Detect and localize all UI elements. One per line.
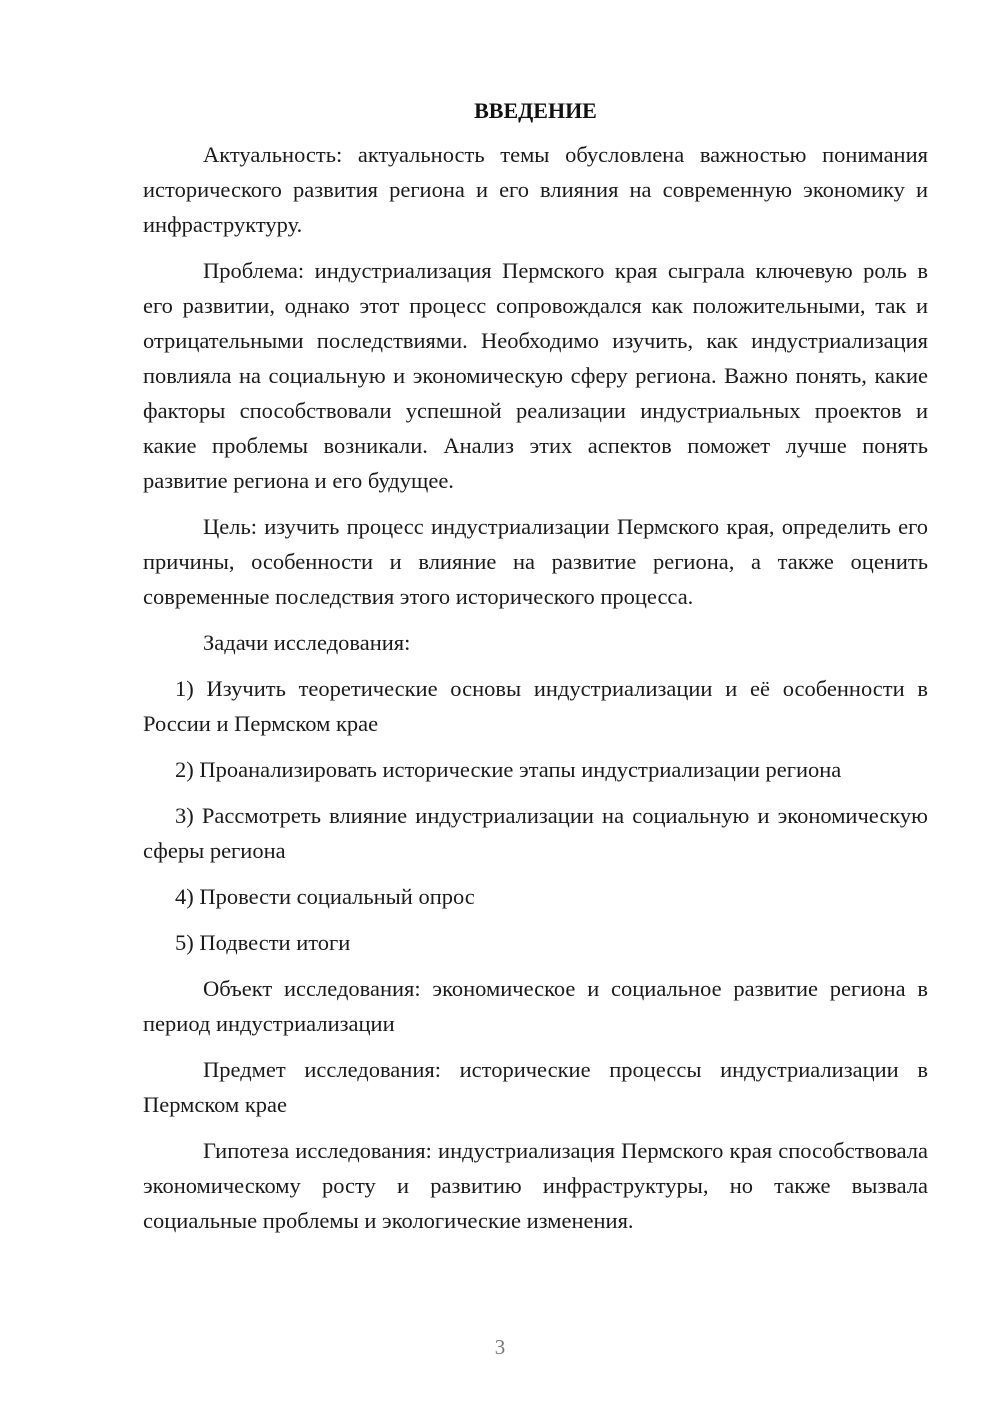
- paragraph-goal: Цель: изучить процесс индустриализации Пермского края, определить его причины, особенности и влияние на развитие региона, а также оценить современные последствия этого исторического процесса.: [143, 514, 928, 609]
- paragraph-object: Объект исследования: экономическое и социальное развитие региона в период индустриализации: [143, 976, 928, 1036]
- tasks-heading: Задачи исследования:: [203, 630, 411, 655]
- paragraph-hypothesis: Гипотеза исследования: индустриализация Пермского края способствовала экономическому росту и развитию инфраструктуры, но также вызвала социальные проблемы и экологические изменения.: [143, 1138, 928, 1233]
- document-body: [143, 96, 928, 1249]
- page-number: 3: [494, 1335, 506, 1359]
- paragraph-subject: Предмет исследования: исторические процессы индустриализации в Пермском крае: [143, 1057, 928, 1117]
- list-item: 5) Подвести итоги: [175, 930, 351, 955]
- paragraph-relevance: Актуальность: актуальность темы обусловлена важностью понимания исторического развития региона и его влияния на современную экономику и инфраструктуру.: [143, 142, 928, 237]
- list-item: 4) Провести социальный опрос: [175, 884, 475, 909]
- list-item: 2) Проанализировать исторические этапы индустриализации региона: [175, 757, 842, 782]
- list-item: 3) Рассмотреть влияние индустриализации на социальную и экономическую сферы региона: [143, 803, 928, 863]
- list-item: 1) Изучить теоретические основы индустриализации и её особенности в России и Пермском крае: [143, 676, 928, 736]
- paragraph-problem: Проблема: индустриализация Пермского края сыграла ключевую роль в его развитии, однако этот процесс сопровождался как положительными, так и отрицательными последствиями. Необходимо изучить, как индустриализация повлияла на социальную и экономическую сферу региона. Важно понять, какие факторы способствовали успешной реализации индустриальных проектов и какие проблемы возникали. Анализ этих аспектов поможет лучше понять развитие региона и его будущее.: [143, 258, 928, 493]
- page-title: ВВЕДЕНИЕ: [474, 98, 597, 123]
- tasks-list: [143, 671, 928, 960]
